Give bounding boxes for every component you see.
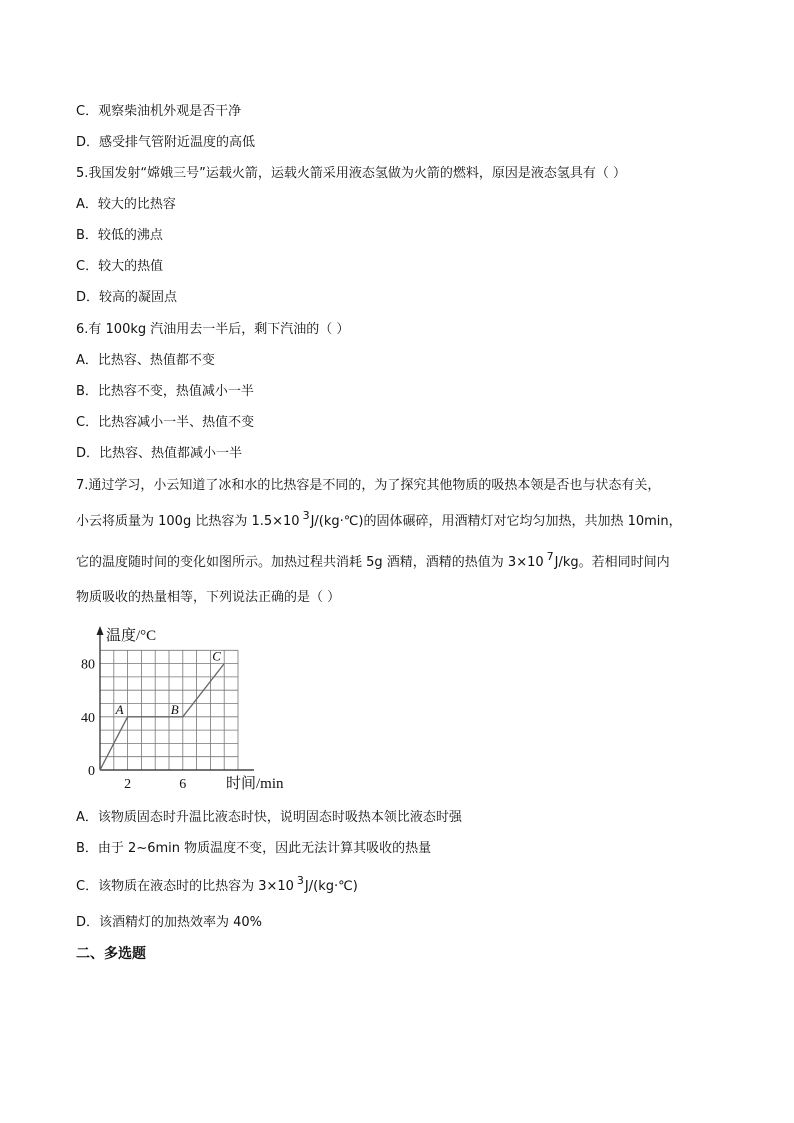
q6-option-d: D．比热容、热值都减小一半 xyxy=(76,446,243,461)
q7-line3-superscript: 7 xyxy=(546,550,554,563)
q7-option-b: B．由于 2~6min 物质温度不变，因此无法计算其吸收的热量 xyxy=(76,841,432,856)
y-tick-label: 40 xyxy=(81,710,95,726)
temperature-time-graph xyxy=(80,622,310,797)
y-tick-label: 80 xyxy=(81,657,95,673)
line-d-exhaust: D．感受排气管附近温度的高低 xyxy=(76,135,256,150)
question-7-line4: 物质吸收的热量相等，下列说法正确的是（ ） xyxy=(76,590,341,605)
q7-line3-text-a: 它的温度随时间的变化如图所示。加热过程共消耗 5g 酒精，酒精的热值为 3×10 xyxy=(76,555,544,570)
x-axis-label: 时间/min xyxy=(226,776,284,792)
q5-option-c: C．较大的热值 xyxy=(76,259,164,274)
q7-option-c xyxy=(76,874,358,895)
question-7-line1: 7.通过学习，小云知道了冰和水的比热容是不同的，为了探究其他物质的吸热本领是否也与状态有关， xyxy=(76,478,661,493)
q7-option-a: A．该物质固态时升温比液态时快，说明固态时吸热本领比液态时强 xyxy=(76,810,462,825)
q7-line2-text-a: 小云将质量为 100g 比热容为 1.5×10 xyxy=(76,514,300,529)
q7-line2-text-b: J/(kg·℃)的固体碾碎，用酒精灯对它均匀加热，共加热 10min， xyxy=(310,514,682,529)
question-7-line2 xyxy=(76,509,682,530)
q5-option-d: D．较高的凝固点 xyxy=(76,290,178,305)
q6-option-b: B．比热容不变，热值减小一半 xyxy=(76,384,254,399)
y-axis-label: 温度/°C xyxy=(106,628,157,644)
question-6: 6.有 100kg 汽油用去一半后，剩下汽油的（ ） xyxy=(76,322,350,337)
q7-line2-superscript: 3 xyxy=(302,509,310,522)
point-label-a: A xyxy=(115,701,124,717)
y-axis-arrow xyxy=(97,626,104,635)
point-label-c: C xyxy=(212,648,221,664)
q7-option-c-superscript: 3 xyxy=(296,874,304,887)
point-label-b: B xyxy=(170,701,179,717)
question-5: 5.我国发射“嫦娥三号”运载火箭，运载火箭采用液态氢做为火箭的燃料，原因是液态氢具有（ ） xyxy=(76,166,627,181)
x-tick-label: 6 xyxy=(179,777,187,792)
graph-axes xyxy=(97,626,255,770)
q6-option-c: C．比热容减小一半、热值不变 xyxy=(76,415,255,430)
q5-option-a: A．较大的比热容 xyxy=(76,197,176,212)
question-7-line3 xyxy=(76,550,670,571)
q7-line3-text-b: J/kg。若相同时间内 xyxy=(554,555,670,570)
q7-option-d: D．该酒精灯的加热效率为 40% xyxy=(76,915,263,930)
q6-option-a: A．比热容、热值都不变 xyxy=(76,353,215,368)
x-tick-label: 2 xyxy=(124,777,132,792)
y-tick-label: 0 xyxy=(88,764,95,779)
section-title: 二、多选题 xyxy=(76,946,146,962)
q7-option-c-text-a: C．该物质在液态时的比热容为 3×10 xyxy=(76,879,294,894)
q7-option-c-text-b: J/(kg·℃) xyxy=(304,879,358,894)
q5-option-b: B．较低的沸点 xyxy=(76,228,163,243)
line-c-observe: C．观察柴油机外观是否干净 xyxy=(76,104,242,119)
